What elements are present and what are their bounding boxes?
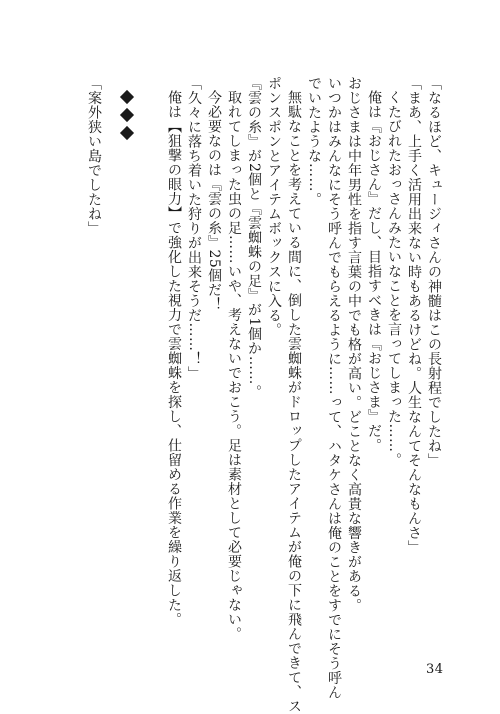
- diamond-icon: [120, 90, 134, 104]
- text-line: おじさまは中年男性を指す言葉の中でも格が高い。どことなく高貴な響きがある。: [346, 76, 362, 613]
- text-line: でいたような……。: [306, 76, 322, 207]
- text-line: 今必要なのは『雲の糸』25個だ！: [206, 90, 222, 312]
- text-line: 俺は【狙撃の眼力】で強化した視力で雲蜘蛛を探し、仕留める作業を繰り返した。: [166, 90, 182, 627]
- text-line: 俺は『おじさん』だし、目指すべきは『おじさま』だ。: [366, 90, 382, 453]
- text-line: 無駄なことを考えている間に、倒した雲蜘蛛がドロップしたアイテムが俺の下に飛んできて、ス: [286, 90, 302, 714]
- diamond-icon: [120, 126, 134, 140]
- diamond-icon: [120, 108, 134, 122]
- text-line: 「久々に落ち着いた狩りが出来そうだ……！」: [186, 76, 202, 381]
- text-line: 『雲の糸』が2個と『雲蜘蛛の足』が1個か……。: [246, 76, 262, 400]
- text-line: 「なるほど、キュージィさんの神髄はこの長射程でしたね」: [426, 76, 442, 468]
- text-line: 「案外狭い島でしたね」: [86, 76, 102, 236]
- page-number: 34: [426, 662, 444, 677]
- text-line: いつかはみんなにそう呼んでもらえるように……って、ハタケさんは俺のことをすでにそう呼ん: [326, 76, 342, 700]
- text-line: 取れてしまった虫の足……いや、考えないでおこう。足は素材として必要じゃない。: [226, 90, 242, 641]
- text-line: くたびれたおっさんみたいなことを言ってしまった……。: [386, 90, 402, 467]
- text-line: 「まあ、上手く活用出来ない時もあるけどね。人生なんてそんなもんさ」: [406, 76, 422, 555]
- text-line: ポンスポンとアイテムボックスに入る。: [266, 76, 282, 337]
